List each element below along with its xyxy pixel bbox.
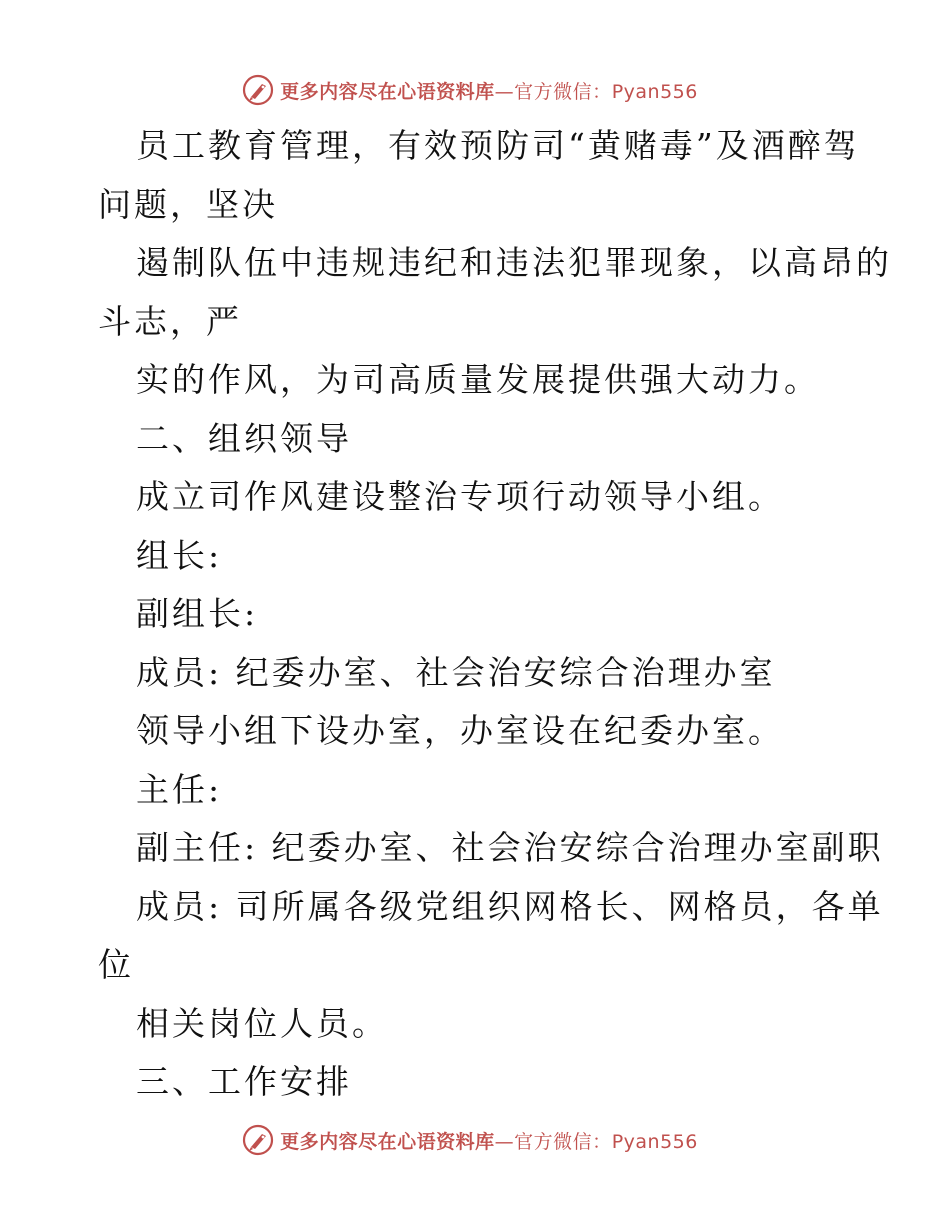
banner-separator: —: [494, 1130, 515, 1153]
banner-main-text: 更多内容尽在心语资料库: [280, 80, 495, 103]
role-line-office-members: 成员: 司所属各级党组织网格长、网格员，各单: [136, 886, 884, 926]
banner-separator: —: [494, 80, 515, 103]
banner-wechat-id: Pyan556: [611, 80, 698, 103]
banner-main-text: 更多内容尽在心语资料库: [280, 1130, 495, 1153]
document-body: [98, 117, 892, 1112]
paragraph-line: 斗志，严: [98, 301, 242, 341]
role-line-members: 成员: 纪委办室、社会治安综合治理办室: [136, 652, 776, 692]
pen-nib-logo-icon: [242, 1124, 274, 1156]
paragraph-line: 实的作风，为司高质量发展提供强大动力。: [136, 360, 820, 399]
role-line-deputy-leader: 副组长:: [136, 594, 259, 633]
paragraph-line: 相关岗位人员。: [136, 1003, 388, 1043]
paragraph-line: 领导小组下设办室，办室设在纪委办室。: [136, 711, 784, 750]
section-heading: 三、工作安排: [136, 1062, 352, 1101]
paragraph-line: 成立司作风建设整治专项行动领导小组。: [136, 477, 784, 516]
pen-nib-logo-icon: [242, 74, 274, 106]
paragraph-line: 遏制队伍中违规违纪和违法犯罪现象，以高昂的: [136, 243, 892, 282]
footer-banner-content: [242, 1124, 698, 1156]
role-line-deputy-director: 副主任: 纪委办室、社会治安综合治理办室副职: [136, 828, 884, 867]
banner-official-label: 官方微信：: [514, 1130, 612, 1153]
paragraph-line: 问题，坚决: [98, 184, 278, 224]
paragraph-line: 位: [98, 945, 134, 984]
banner-official-label: 官方微信：: [514, 80, 612, 103]
header-banner: [0, 70, 950, 110]
paragraph-line: 员工教育管理，有效预防司“黄赌毒”及酒醉驾: [136, 126, 860, 165]
role-line-leader: 组长:: [136, 535, 223, 575]
role-line-director: 主任:: [136, 769, 223, 809]
section-heading: 二、组织领导: [136, 418, 352, 458]
header-banner-content: [242, 74, 698, 106]
banner-wechat-id: Pyan556: [611, 1130, 698, 1153]
footer-banner: [0, 1120, 950, 1160]
